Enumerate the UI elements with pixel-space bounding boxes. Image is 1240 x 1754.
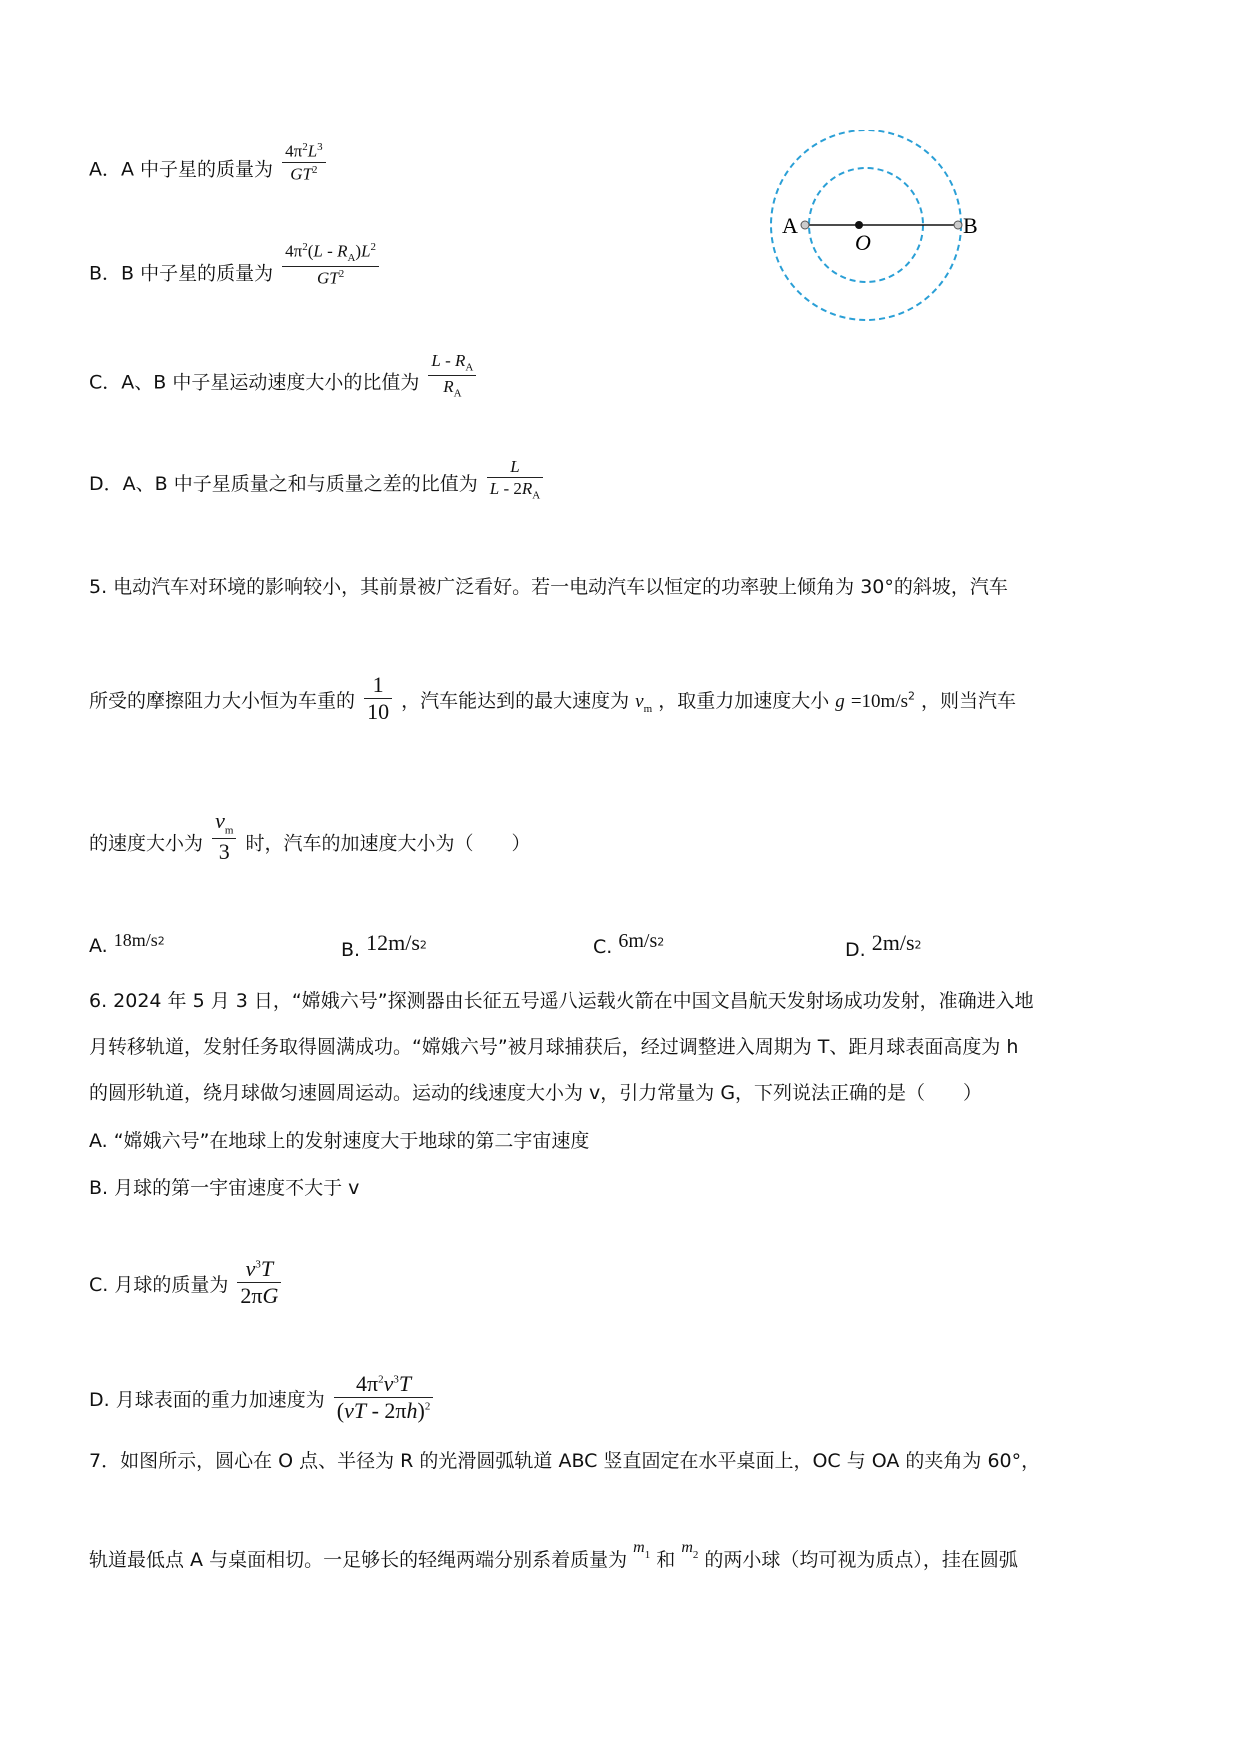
q6-option-c: C. 月球的质量为 $\frac{v^3T}{2\pi G}$ <box>89 1258 284 1307</box>
fraction-denominator: L - $2R_A$ <box>489 479 541 502</box>
q6-line-2: 月转移轨道，发射任务取得圆满成功。“嫦娥六号”被月球捕获后，经过调整进入周期为 T、距月球表面高度为 h <box>89 1036 1019 1058</box>
q6-line-1: 6. 2024 年 5 月 3 日，“嫦娥六号”探测器由长征五号遥八运载火箭在中国文昌航天发射场成功发射，准确进入地 <box>89 990 1034 1012</box>
q5-option-c: C. $6m/s^2$ <box>593 930 665 958</box>
fraction-denominator: $R_A$ <box>443 377 462 400</box>
q4-option-c: C．A、B 中子星运动速度大小的比值为 $\frac{L - R_A}{R_A}$ <box>89 352 479 400</box>
q4-option-d-fraction <box>487 458 543 501</box>
q6-option-d-fraction: $\frac{4\pi^2v^3T}{(vT - 2\pi h)^2}$ <box>334 1373 434 1422</box>
q4-option-b-fraction <box>282 242 379 287</box>
q5-fraction-vm-third: $\frac{v_m}{3}$ <box>212 810 236 863</box>
q5-fraction-one-tenth: $\frac{1}{10}$ <box>364 674 392 723</box>
fraction-numerator: $4\pi^2L^3$ <box>282 142 326 163</box>
fraction-denominator: $GT^2$ <box>316 268 345 288</box>
q5-line-1: 5. 电动汽车对环境的影响较小，其前景被广泛看好。若一电动汽车以恒定的功率驶上倾角为 30°的斜坡，汽车 <box>89 576 1008 598</box>
q6-line-3: 的圆形轨道，绕月球做匀速圆周运动。运动的线速度大小为 v，引力常量为 G，下列说法正确的是（ ） <box>89 1082 983 1104</box>
q5-line-3: 的速度大小为 $\frac{v_m}{3}$ 时，汽车的加速度大小为（ ） <box>89 808 531 865</box>
q5-options <box>89 930 989 970</box>
star-a <box>801 221 809 229</box>
q7-line-1: 7．如图所示，圆心在 O 点、半径为 R 的光滑圆弧轨道 ABC 竖直固定在水平桌面上，OC 与 OA 的夹角为 60°， <box>89 1450 1041 1472</box>
q4-option-c-fraction <box>428 352 476 400</box>
label-o: O <box>855 230 871 255</box>
q5-option-a: A. $18m/s^2$ <box>89 930 165 957</box>
q5-option-d: D. $2m/s^2$ <box>845 930 922 961</box>
fraction-numerator: L - $R_A$ <box>428 352 476 376</box>
fraction-numerator: $4\pi^2(L - R_A)L^2$ <box>282 242 379 267</box>
q6-option-b: B. 月球的第一宇宙速度不大于 v <box>89 1177 360 1199</box>
q4-option-a: A．A 中子星的质量为 $\frac{4\pi^2L^3}{GT^2}$ <box>89 142 329 182</box>
q7-line-2: 轨道最低点 A 与桌面相切。一足够长的轻绳两端分别系着质量为 $^m_1$ 和 $^m_2$ 的两小球（均可视为质点），挂在圆弧 <box>89 1539 1018 1571</box>
star-b <box>954 221 962 229</box>
q6-option-a: A. “嫦娥六号”在地球上的发射速度大于地球的第二宇宙速度 <box>89 1130 590 1152</box>
q6-option-d: D. 月球表面的重力加速度为 $\frac{4\pi^2v^3T}{(vT - 2\pi h)^2}$ <box>89 1373 436 1422</box>
fraction-denominator: $GT^2$ <box>290 163 318 184</box>
q4-option-a-fraction <box>282 142 326 182</box>
q4-option-b: B．B 中子星的质量为 $\frac{4\pi^2(L - R_A)L^2}{GT^2}$ <box>89 242 382 287</box>
fraction-numerator: L <box>487 458 543 478</box>
q5-option-b: B. $12m/s^2$ <box>341 930 427 961</box>
center-o <box>855 221 863 229</box>
q6-option-c-fraction: $\frac{v^3T}{2\pi G}$ <box>237 1258 281 1307</box>
label-a: A <box>782 213 798 238</box>
q4-option-d: D．A、B 中子星质量之和与质量之差的比值为 $\frac{L}{L - 2R_A}$ <box>89 458 546 501</box>
orbit-diagram <box>750 130 1000 330</box>
label-b: B <box>963 213 978 238</box>
q5-line-2: 所受的摩擦阻力大小恒为车重的 $\frac{1}{10}$ ，汽车能达到的最大速度为 $v_m$ ，取重力加速度大小 $g =10m/s^2$ ，则当汽车 <box>89 672 1017 724</box>
